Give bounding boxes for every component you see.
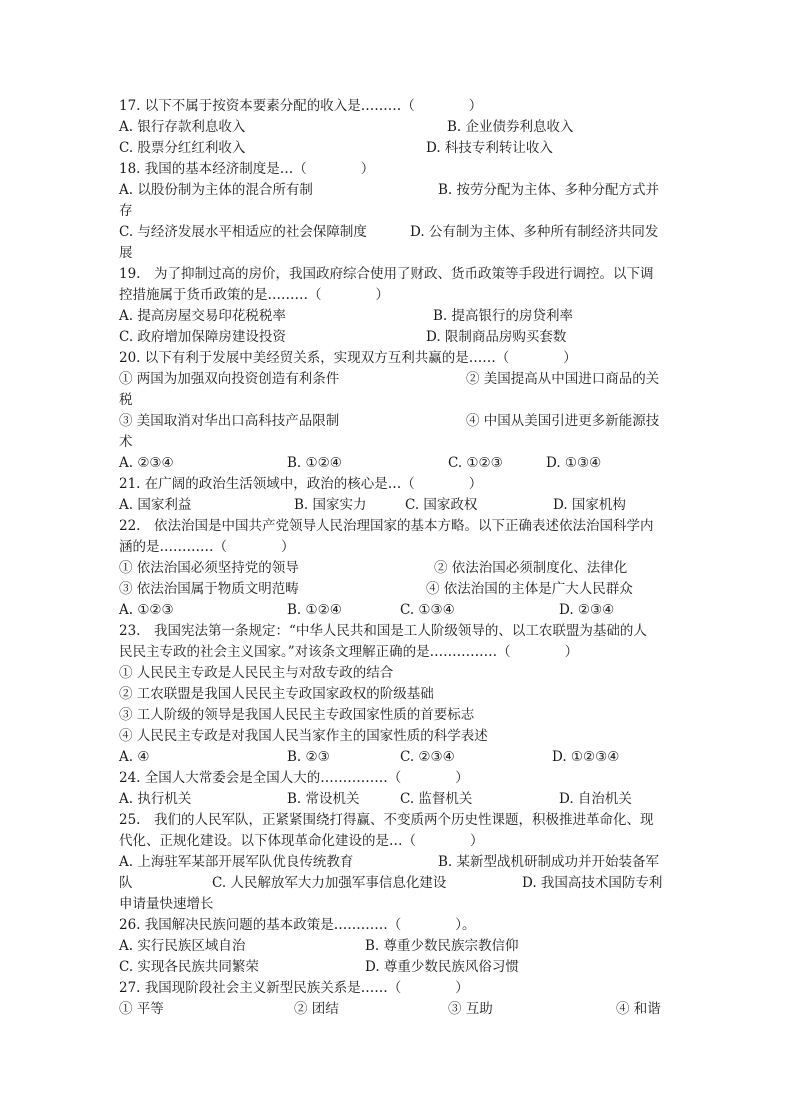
q18-option-d: D. 公有制为主体、多种所有制经济共同发 (410, 224, 659, 240)
question-21-stem: 21. 在广阔的政治生活领域中，政治的核心是…（ ） (119, 476, 483, 492)
q26-option-c: C. 实现各民族共同繁荣 (119, 959, 259, 975)
q19-option-b: B. 提高银行的房贷利率 (433, 308, 574, 324)
q22-item-1: ① 依法治国必须坚持党的领导 (119, 560, 299, 576)
q18-option-b: B. 按劳分配为主体、多种分配方式并 (438, 182, 660, 198)
q26-option-d: D. 尊重少数民族风俗习惯 (365, 959, 519, 975)
question-26-stem: 26. 我国解决民族问题的基本政策是…………（ ）。 (119, 917, 476, 933)
q18-option-b-cont: 存 (119, 203, 133, 219)
q23-option-c: C. ②③④ (400, 749, 455, 765)
q22-option-d: D. ②③④ (559, 602, 615, 618)
q23-item-1: ① 人民民主专政是人民民主与对敌专政的结合 (119, 665, 394, 681)
q21-option-c: C. 国家政权 (405, 497, 478, 513)
q22-option-b: B. ①②④ (287, 602, 342, 618)
question-17-stem: 17. 以下不属于按资本要素分配的收入是………（ ） (119, 98, 483, 114)
q21-option-d: D. 国家机构 (553, 497, 626, 513)
q22-item-3: ③ 依法治国属于物质文明范畴 (119, 581, 299, 597)
question-23-stem-line1: 23. 我国宪法第一条规定：“中华人民共和国是工人阶级领导的、以工农联盟为基础的人 (119, 623, 647, 639)
q18-option-a: A. 以股份制为主体的混合所有制 (119, 182, 313, 198)
q18-option-c: C. 与经济发展水平相适应的社会保障制度 (119, 224, 367, 240)
question-19-stem-line2: 控措施属于货币政策的是………（ ） (119, 287, 389, 303)
question-23-stem-line2: 民民主专政的社会主义国家。”对该条文理解正确的是……………（ ） (119, 644, 579, 660)
q27-item-3: ③ 互助 (448, 1001, 493, 1017)
question-18-stem: 18. 我国的基本经济制度是…（ ） (119, 161, 375, 177)
q22-item-2: ② 依法治国必须制度化、法律化 (434, 560, 628, 576)
question-24-stem: 24. 全国人大常委会是全国人大的……………（ ） (119, 770, 469, 786)
q19-option-a: A. 提高房屋交易印花税税率 (119, 308, 286, 324)
q26-option-b: B. 尊重少数民族宗教信仰 (365, 938, 519, 954)
q20-option-d: D. ①③④ (546, 455, 602, 471)
question-22-stem-line1: 22. 依法治国是中国共产党领导人民治理国家的基本方略。以下正确表述依法治国科学内 (119, 518, 654, 534)
q22-item-4: ④ 依法治国的主体是广大人民群众 (426, 581, 633, 597)
q27-item-2: ② 团结 (294, 1001, 339, 1017)
question-27-stem: 27. 我国现阶段社会主义新型民族关系是……（ ） (119, 980, 469, 996)
q26-option-a: A. 实行民族区域自治 (119, 938, 246, 954)
q22-option-a: A. ①②③ (119, 602, 174, 618)
q17-option-d: D. 科技专利转让收入 (426, 140, 553, 156)
q17-option-c: C. 股票分红红利收入 (119, 140, 246, 156)
q23-item-2: ② 工农联盟是我国人民民主专政国家政权的阶级基础 (119, 686, 434, 702)
q22-option-c: C. ①③④ (400, 602, 455, 618)
q25-option-d-cont: 申请量快速增长 (119, 896, 214, 912)
q25-option-b: B. 某新型战机研制成功并开始装备军 (438, 854, 660, 870)
q25-option-b-cont: 队 (119, 875, 133, 891)
q20-option-b: B. ①②④ (287, 455, 342, 471)
q20-option-a: A. ②③④ (119, 455, 174, 471)
q23-item-4: ④ 人民民主专政是对我国人民当家作主的国家性质的科学表述 (119, 728, 488, 744)
q17-option-a: A. 银行存款利息收入 (119, 119, 246, 135)
q20-item-2-cont: 税 (119, 392, 133, 408)
q20-item-4-cont: 术 (119, 434, 133, 450)
q25-option-c: C. 人民解放军大力加强军事信息化建设 (212, 875, 447, 891)
q20-option-c: C. ①②③ (448, 455, 503, 471)
question-20-stem: 20. 以下有利于发展中美经贸关系，实现双方互利共赢的是……（ ） (119, 350, 577, 366)
q27-item-1: ① 平等 (119, 1001, 164, 1017)
q27-item-4: ④ 和谐 (616, 1001, 661, 1017)
q18-option-d-cont: 展 (119, 245, 133, 261)
q20-item-3: ③ 美国取消对华出口高科技产品限制 (119, 413, 340, 429)
question-25-stem-line2: 代化、正规化建设。以下体现革命化建设的是…（ ） (119, 833, 484, 849)
question-22-stem-line2: 涵的是…………（ ） (119, 539, 295, 555)
q23-option-b: B. ②③ (287, 749, 330, 765)
q21-option-a: A. 国家利益 (119, 497, 192, 513)
q19-option-d: D. 限制商品房购买套数 (426, 329, 567, 345)
q25-option-a: A. 上海驻军某部开展军队优良传统教育 (119, 854, 354, 870)
q20-item-4: ④ 中国从美国引进更多新能源技 (466, 413, 660, 429)
question-19-stem-line1: 19. 为了抑制过高的房价，我国政府综合使用了财政、货币政策等手段进行调控。以下调 (119, 266, 654, 282)
q21-option-b: B. 国家实力 (294, 497, 367, 513)
q20-item-2: ② 美国提高从中国进口商品的关 (466, 371, 660, 387)
q24-option-a: A. 执行机关 (119, 791, 192, 807)
q23-option-d: D. ①②③④ (552, 749, 620, 765)
q24-option-d: D. 自治机关 (559, 791, 632, 807)
q19-option-c: C. 政府增加保障房建设投资 (119, 329, 286, 345)
q17-option-b: B. 企业债券利息收入 (447, 119, 574, 135)
question-25-stem-line1: 25. 我们的人民军队，正紧紧围绕打得赢、不变质两个历史性课题，积极推进革命化、现 (119, 812, 654, 828)
q20-item-1: ① 两国为加强双向投资创造有利条件 (119, 371, 340, 387)
q24-option-c: C. 监督机关 (400, 791, 473, 807)
q23-item-3: ③ 工人阶级的领导是我国人民民主专政国家性质的首要标志 (119, 707, 475, 723)
q23-option-a: A. ④ (119, 749, 150, 765)
q24-option-b: B. 常设机关 (287, 791, 360, 807)
q25-option-d: D. 我国高技术国防专利 (522, 875, 663, 891)
